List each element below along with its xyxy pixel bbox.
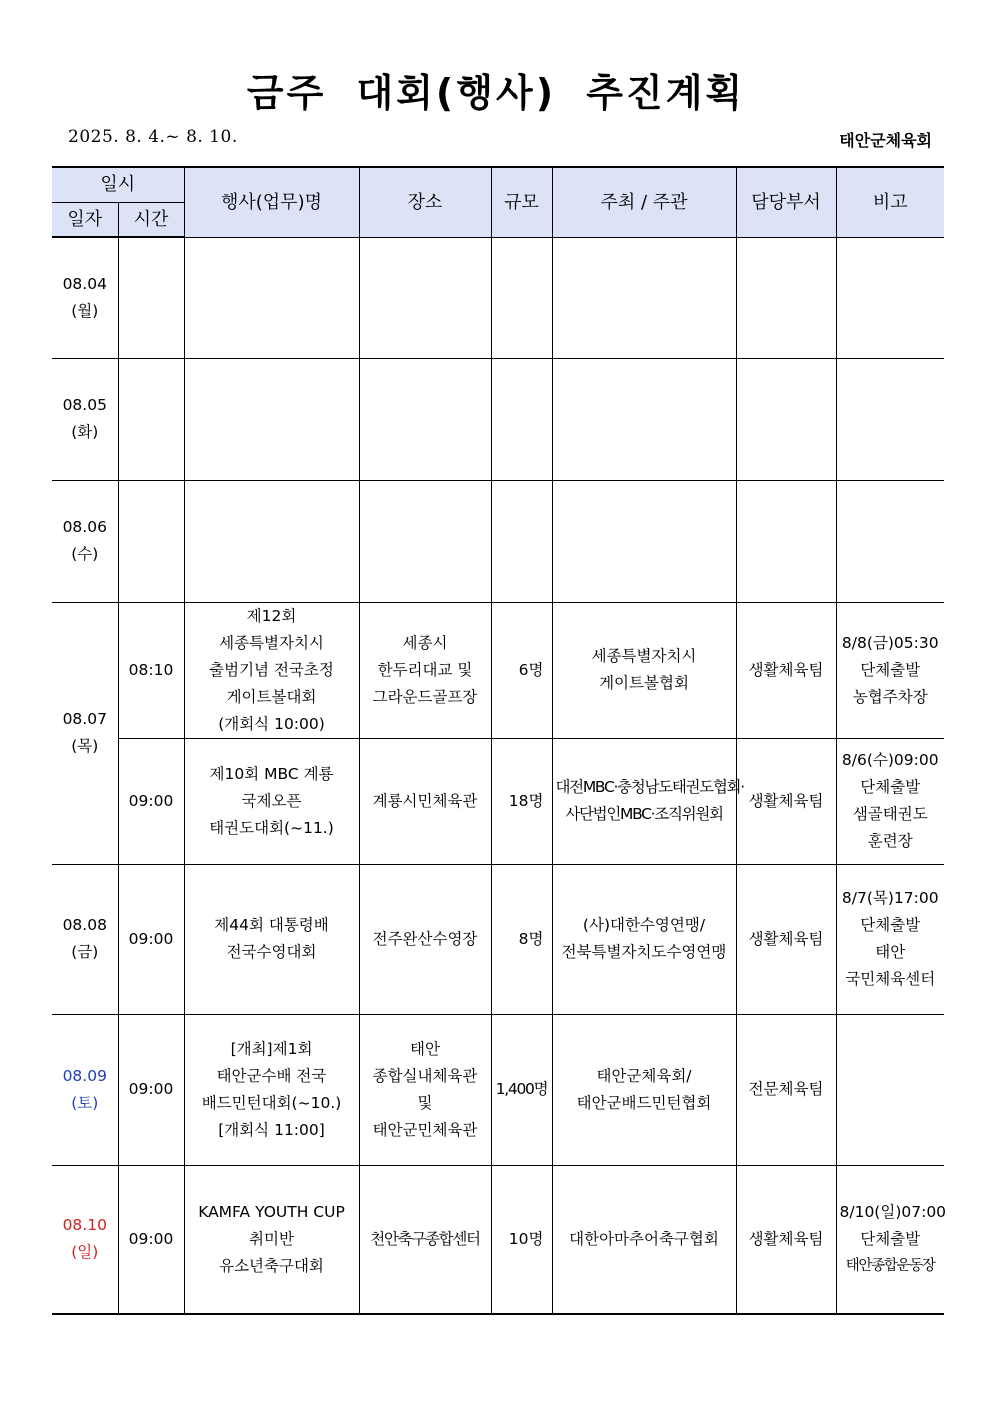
empty-cell <box>184 480 359 602</box>
event-name-line: 세종특별자치시 <box>219 633 324 652</box>
host-line: 전북특별자치도수영연맹 <box>561 943 727 961</box>
note-line: 국민체육센터 <box>845 970 936 988</box>
venue-cell <box>359 602 491 738</box>
note-cell <box>836 602 944 738</box>
note-line: 농협주차장 <box>852 687 928 706</box>
empty-cell <box>552 358 736 480</box>
empty-cell <box>736 358 836 480</box>
table-row <box>52 602 944 738</box>
host-cell <box>552 1165 736 1314</box>
venue-line: 한두리대교 및 <box>377 660 473 679</box>
header-venue: 장소 <box>359 167 491 237</box>
header-datetime: 일시 <box>52 167 184 202</box>
dept-cell: 생활체육팀 <box>736 738 836 864</box>
host-cell <box>552 602 736 738</box>
header-note: 비고 <box>836 167 944 237</box>
dept-cell: 생활체육팀 <box>736 1165 836 1314</box>
table-row <box>52 358 944 480</box>
scale-cell: 1,400명 <box>491 1014 552 1165</box>
date-value: 08.09 <box>62 1066 107 1085</box>
host-line: (사)대한수영연맹/ <box>582 916 706 934</box>
header-date: 일자 <box>52 202 118 237</box>
date-value: 08.05 <box>62 396 107 414</box>
empty-cell <box>836 358 944 480</box>
header-time: 시간 <box>118 202 184 237</box>
empty-cell <box>736 480 836 602</box>
date-cell <box>52 480 118 602</box>
empty-cell <box>184 358 359 480</box>
host-cell <box>552 864 736 1014</box>
note-line: 단체출발 <box>860 660 921 679</box>
weekday-value: (일) <box>71 1243 99 1262</box>
weekday-value: (금) <box>71 943 99 961</box>
table-row <box>52 1165 944 1314</box>
event-name-line: 제10회 MBC 계룡 <box>209 764 334 783</box>
venue-line: 태안 <box>410 1039 440 1058</box>
table-row <box>52 1014 944 1165</box>
empty-cell <box>118 480 184 602</box>
dept-cell: 생활체육팀 <box>736 602 836 738</box>
venue-line: 천안축구종합센터 <box>370 1229 480 1248</box>
scale-cell: 18명 <box>491 738 552 864</box>
empty-cell <box>118 237 184 358</box>
event-name-line: 제44회 대통령배 <box>214 916 329 934</box>
header-scale: 규모 <box>491 167 552 237</box>
date-cell <box>52 1014 118 1165</box>
dept-cell: 생활체육팀 <box>736 864 836 1014</box>
empty-cell <box>359 480 491 602</box>
dept-cell: 전문체육팀 <box>736 1014 836 1165</box>
weekday-value: (토) <box>71 1093 99 1112</box>
event-name-line: 제12회 <box>246 606 297 625</box>
note-cell <box>836 1165 947 1314</box>
venue-cell <box>359 738 491 864</box>
event-name-line: 게이트볼대회 <box>226 687 317 706</box>
date-value: 08.08 <box>62 916 107 934</box>
empty-cell <box>836 237 944 358</box>
event-name-cell <box>184 864 359 1014</box>
empty-cell <box>552 480 736 602</box>
note-line: 태안종합운동장 <box>845 1257 935 1274</box>
date-cell <box>52 602 118 864</box>
event-name-line: 태안군수배 전국 <box>216 1066 327 1085</box>
venue-line: 종합실내체육관 <box>372 1066 478 1085</box>
organization-name: 태안군체육회 <box>839 131 932 150</box>
empty-cell <box>491 480 552 602</box>
date-cell <box>52 237 118 358</box>
empty-cell <box>736 237 836 358</box>
host-line: 게이트볼협회 <box>599 674 689 692</box>
event-name-line: 취미반 <box>249 1229 294 1248</box>
host-cell <box>552 738 744 864</box>
venue-line: 태안군민체육관 <box>372 1120 478 1139</box>
date-value: 08.06 <box>62 518 107 536</box>
event-name-line: [개최]제1회 <box>230 1039 313 1058</box>
date-value: 08.04 <box>62 274 107 293</box>
empty-cell <box>118 358 184 480</box>
table-row <box>52 480 944 602</box>
date-cell <box>52 864 118 1014</box>
note-line: 단체출발 <box>860 916 921 934</box>
event-name-cell <box>184 1165 359 1314</box>
host-cell <box>552 1014 736 1165</box>
venue-cell <box>359 864 491 1014</box>
time-cell: 09:00 <box>118 1165 184 1314</box>
empty-cell <box>836 480 944 602</box>
venue-line: 계룡시민체육관 <box>372 791 478 810</box>
empty-cell <box>359 358 491 480</box>
event-name-line: 국제오픈 <box>241 791 302 810</box>
table-row <box>52 237 944 358</box>
weekday-value: (목) <box>71 737 99 755</box>
weekday-value: (월) <box>71 301 99 320</box>
note-line: 훈련장 <box>867 832 913 850</box>
date-cell <box>52 1165 118 1314</box>
period-range: 2025. 8. 4.~ 8. 10. <box>68 127 238 147</box>
note-line: 8/8(금)05:30 <box>841 633 939 652</box>
header-dept: 담당부서 <box>736 167 836 237</box>
time-cell: 08:10 <box>118 602 184 738</box>
event-name-line: 태권도대회(~11.) <box>209 818 334 837</box>
time-cell: 09:00 <box>118 1014 184 1165</box>
date-cell <box>52 358 118 480</box>
note-cell <box>836 1014 944 1165</box>
host-line: 대전MBC·충청남도태권도협회· <box>555 778 744 796</box>
scale-cell: 10명 <box>491 1165 552 1314</box>
host-line: 세종특별자치시 <box>591 647 697 665</box>
table-row <box>52 864 944 1014</box>
event-name-cell <box>184 738 359 864</box>
note-line: 단체출발 <box>860 1229 921 1248</box>
event-name-line: KAMFA YOUTH CUP <box>198 1202 345 1221</box>
scale-cell: 8명 <box>491 864 552 1014</box>
header-event: 행사(업무)명 <box>184 167 359 237</box>
event-name-line: 유소년축구대회 <box>219 1256 324 1275</box>
page-title: 금주 대회(행사) 추진계획 <box>246 71 746 115</box>
date-value: 08.07 <box>62 710 107 728</box>
event-name-line: (개회식 10:00) <box>218 714 325 733</box>
empty-cell <box>359 237 491 358</box>
host-line: 사단법인MBC·조직위원회 <box>565 805 723 823</box>
empty-cell <box>491 237 552 358</box>
time-cell: 09:00 <box>118 864 184 1014</box>
scale-cell: 6명 <box>491 602 552 738</box>
note-line: 샘골태권도 <box>852 805 928 823</box>
note-line: 8/7(목)17:00 <box>841 889 939 907</box>
weekday-value: (화) <box>71 423 99 441</box>
event-name-line: [개회식 11:00] <box>218 1120 325 1139</box>
event-name-cell <box>184 1014 359 1165</box>
note-cell <box>836 738 944 864</box>
host-line: 태안군배드민턴협회 <box>576 1093 712 1112</box>
header-row <box>52 167 944 202</box>
note-line: 태안 <box>875 943 906 961</box>
host-line: 대한아마추어축구협회 <box>569 1229 719 1248</box>
event-name-cell <box>184 602 359 738</box>
empty-cell <box>491 358 552 480</box>
event-name-line: 전국수영대회 <box>226 943 317 961</box>
venue-line: 전주완산수영장 <box>372 929 478 948</box>
host-line: 태안군체육회/ <box>596 1066 692 1085</box>
note-cell <box>836 864 944 1014</box>
venue-line: 그라운드골프장 <box>372 687 478 706</box>
note-line: 8/10(일)07:00 <box>839 1202 947 1221</box>
venue-line: 세종시 <box>402 633 448 652</box>
venue-cell <box>359 1014 491 1165</box>
weekday-value: (수) <box>71 545 99 563</box>
time-cell: 09:00 <box>118 738 184 864</box>
venue-cell <box>359 1165 491 1314</box>
header-host: 주최 / 주관 <box>552 167 736 237</box>
event-name-line: 출범기념 전국초정 <box>209 660 334 679</box>
event-name-line: 배드민턴대회(~10.) <box>201 1093 342 1112</box>
note-line: 단체출발 <box>860 778 921 796</box>
empty-cell <box>552 237 736 358</box>
empty-cell <box>184 237 359 358</box>
venue-line: 및 <box>417 1093 433 1112</box>
date-value: 08.10 <box>62 1216 107 1235</box>
note-line: 8/6(수)09:00 <box>841 751 939 769</box>
table-row <box>52 738 944 864</box>
schedule-table <box>52 166 947 1315</box>
